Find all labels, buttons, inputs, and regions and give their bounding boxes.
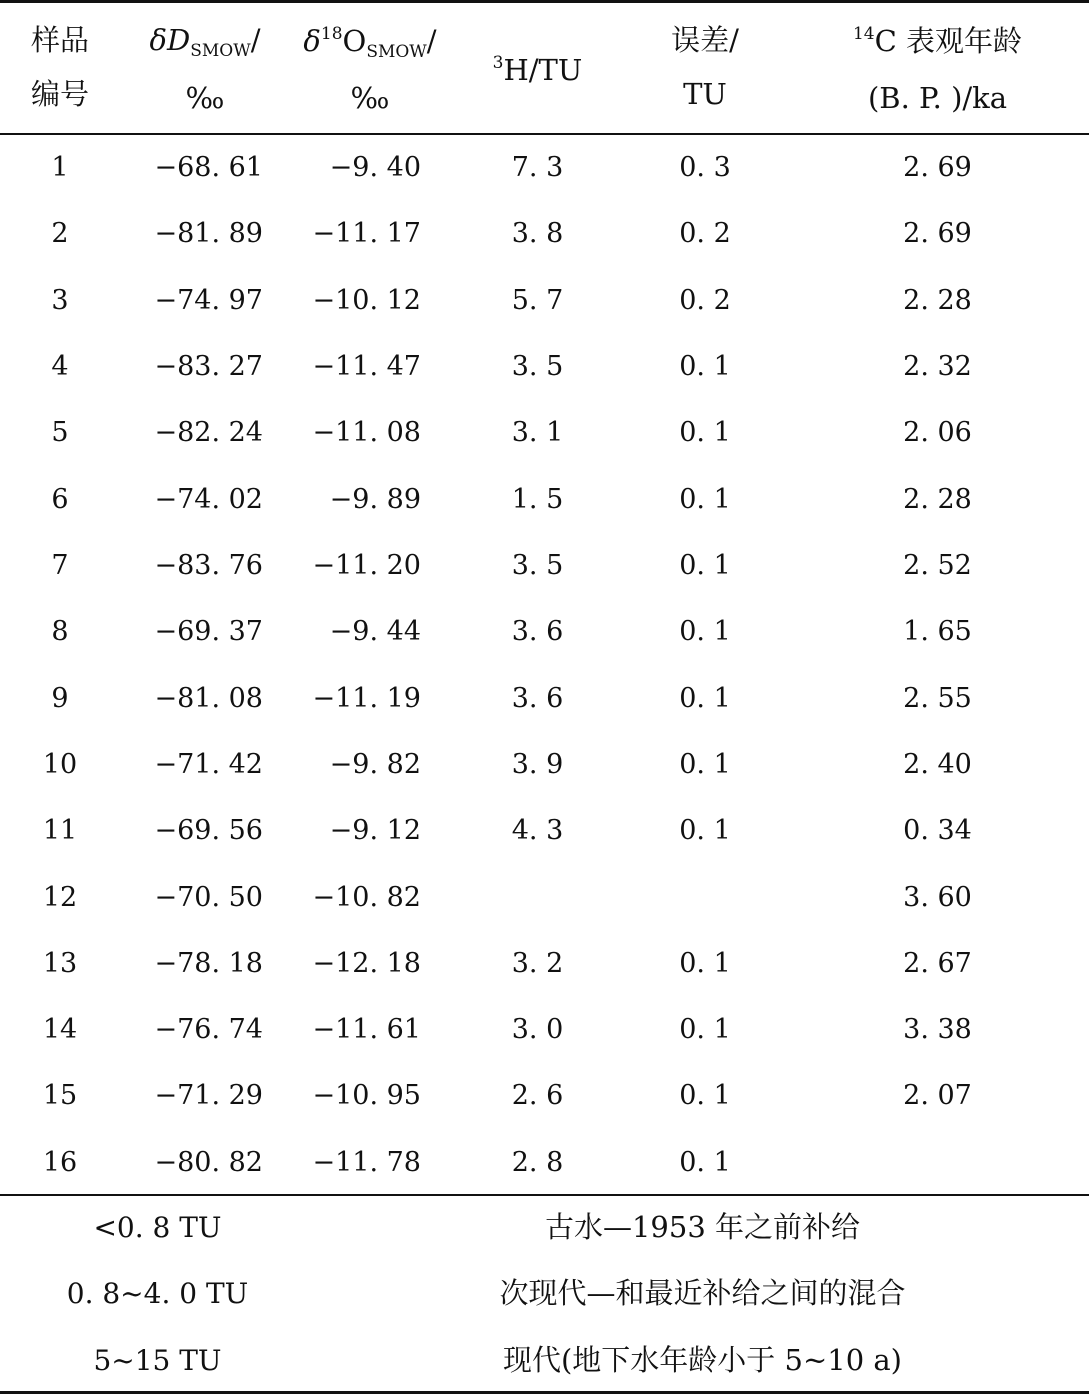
cell-c14-age: 2. 52 — [903, 550, 972, 581]
cell-error: 0. 2 — [679, 218, 731, 249]
cell-delta-18o: −11. 17 — [312, 218, 421, 249]
cell-delta-18o: −10. 82 — [312, 882, 421, 913]
header-c14-superscript: 14 — [852, 24, 875, 44]
cell-delta-18o: −9. 40 — [329, 152, 421, 183]
header-tritium — [460, 55, 615, 85]
cell-tritium: 1. 5 — [511, 484, 564, 515]
cell-delta-d: −69. 56 — [154, 815, 263, 846]
cell-sample-id: 7 — [51, 550, 69, 581]
cell-delta-18o: −11. 47 — [312, 351, 421, 382]
cell-tritium: 3. 8 — [511, 218, 564, 249]
cell-error: 0. 1 — [679, 1147, 731, 1178]
cell-sample-id: 13 — [42, 948, 78, 979]
header-c14-label: C 表观年龄 — [874, 24, 1023, 58]
header-delta-d-symbol: δD — [149, 23, 191, 57]
cell-delta-d: −71. 42 — [154, 749, 263, 780]
cell-sample-id: 10 — [42, 749, 78, 780]
legend-meaning: 现代(地下水年龄小于 5~10 a) — [502, 1343, 902, 1377]
header-delta-18o-superscript: 18 — [320, 24, 343, 44]
cell-delta-d: −80. 82 — [154, 1147, 263, 1178]
cell-tritium: 2. 6 — [511, 1080, 564, 1111]
cell-sample-id: 11 — [42, 815, 78, 846]
cell-delta-18o: −11. 61 — [312, 1014, 421, 1045]
header-delta-18o — [285, 26, 455, 61]
header-delta-d-unit: ‰ — [185, 81, 225, 115]
cell-delta-18o: −11. 78 — [312, 1147, 421, 1178]
header-error-line1: 误差/ — [671, 23, 739, 57]
cell-delta-d: −74. 97 — [154, 285, 263, 316]
header-delta-d — [130, 23, 280, 61]
cell-sample-id: 4 — [51, 351, 69, 382]
cell-delta-d: −71. 29 — [154, 1080, 263, 1111]
cell-error: 0. 1 — [679, 749, 731, 780]
cell-delta-d: −69. 37 — [154, 616, 263, 647]
cell-c14-age: 2. 06 — [903, 417, 972, 448]
cell-sample-id: 8 — [51, 616, 69, 647]
cell-c14-age: 2. 69 — [903, 218, 972, 249]
cell-tritium: 2. 8 — [511, 1147, 564, 1178]
cell-delta-d: −74. 02 — [154, 484, 263, 515]
cell-tritium: 3. 6 — [511, 616, 564, 647]
cell-delta-18o: −9. 82 — [329, 749, 421, 780]
cell-delta-d: −83. 27 — [154, 351, 263, 382]
cell-c14-age: 0. 34 — [903, 815, 972, 846]
cell-delta-d: −81. 89 — [154, 218, 263, 249]
cell-sample-id: 14 — [42, 1014, 78, 1045]
cell-c14-age: 2. 28 — [903, 285, 972, 316]
cell-error: 0. 1 — [679, 417, 731, 448]
header-tritium-superscript: 3 — [492, 53, 504, 73]
cell-sample-id: 9 — [51, 683, 69, 714]
cell-tritium: 4. 3 — [511, 815, 564, 846]
cell-delta-d: −82. 24 — [154, 417, 263, 448]
header-delta-d-subscript: SMOW — [190, 41, 251, 61]
header-delta-18o-slash: / — [426, 24, 437, 58]
header-sample-id-line1: 样品 — [30, 23, 89, 57]
cell-delta-18o: −12. 18 — [312, 948, 421, 979]
cell-delta-18o: −11. 08 — [312, 417, 421, 448]
cell-sample-id: 3 — [51, 285, 69, 316]
cell-tritium: 3. 9 — [511, 749, 564, 780]
cell-tritium: 3. 6 — [511, 683, 564, 714]
cell-delta-18o: −9. 89 — [329, 484, 421, 515]
cell-tritium: 3. 1 — [511, 417, 564, 448]
cell-error: 0. 1 — [679, 351, 731, 382]
cell-sample-id: 2 — [51, 218, 69, 249]
cell-tritium: 3. 2 — [511, 948, 564, 979]
cell-delta-d: −76. 74 — [154, 1014, 263, 1045]
cell-tritium: 5. 7 — [511, 285, 564, 316]
legend-rule — [0, 1194, 1089, 1196]
cell-c14-age: 2. 07 — [903, 1080, 972, 1111]
cell-tritium: 3. 5 — [511, 550, 564, 581]
cell-sample-id: 6 — [51, 484, 69, 515]
header-delta-18o-unit: ‰ — [350, 81, 390, 115]
cell-c14-age: 2. 28 — [903, 484, 972, 515]
header-delta-18o-subscript: SMOW — [366, 42, 427, 62]
cell-tritium: 3. 5 — [511, 351, 564, 382]
cell-delta-d: −81. 08 — [154, 683, 263, 714]
header-delta-18o-letter: O — [342, 24, 367, 58]
legend-range: 0. 8~4. 0 TU — [66, 1277, 249, 1310]
table-top-rule — [0, 0, 1089, 3]
cell-sample-id: 1 — [51, 152, 69, 183]
cell-error: 0. 1 — [679, 948, 731, 979]
cell-error: 0. 2 — [679, 285, 731, 316]
legend-range: <0. 8 TU — [93, 1211, 222, 1244]
cell-sample-id: 5 — [51, 417, 69, 448]
cell-delta-d: −68. 61 — [154, 152, 263, 183]
cell-delta-18o: −10. 95 — [312, 1080, 421, 1111]
header-tritium-label: H/TU — [503, 53, 583, 87]
cell-delta-d: −70. 50 — [154, 882, 263, 913]
cell-delta-18o: −9. 44 — [329, 616, 421, 647]
legend-range: 5~15 TU — [93, 1344, 222, 1377]
cell-delta-18o: −9. 12 — [329, 815, 421, 846]
cell-sample-id: 16 — [42, 1147, 78, 1178]
header-delta-18o-symbol: δ — [303, 24, 321, 58]
cell-c14-age: 2. 32 — [903, 351, 972, 382]
cell-c14-age: 3. 38 — [903, 1014, 972, 1045]
cell-delta-18o: −11. 19 — [312, 683, 421, 714]
cell-error: 0. 1 — [679, 815, 731, 846]
cell-c14-age: 2. 55 — [903, 683, 972, 714]
header-c14-age-line1 — [820, 26, 1055, 56]
cell-sample-id: 15 — [42, 1080, 78, 1111]
legend-meaning: 古水—1953 年之前补给 — [544, 1210, 861, 1244]
cell-c14-age: 2. 40 — [903, 749, 972, 780]
cell-error: 0. 1 — [679, 1014, 731, 1045]
cell-sample-id: 12 — [42, 882, 78, 913]
cell-error: 0. 1 — [679, 683, 731, 714]
cell-c14-age: 1. 65 — [903, 616, 972, 647]
cell-c14-age: 3. 60 — [903, 882, 972, 913]
cell-error: 0. 1 — [679, 484, 731, 515]
table-bottom-rule — [0, 1391, 1089, 1394]
cell-delta-18o: −10. 12 — [312, 285, 421, 316]
cell-c14-age: 2. 69 — [903, 152, 972, 183]
header-rule — [0, 133, 1089, 135]
header-error-line2: TU — [683, 77, 727, 111]
header-sample-id-line2: 编号 — [30, 77, 89, 111]
header-c14-age-line2: (B. P. )/ka — [867, 81, 1008, 115]
cell-tritium: 3. 0 — [511, 1014, 564, 1045]
header-delta-d-slash: / — [250, 23, 261, 57]
cell-c14-age: 2. 67 — [903, 948, 972, 979]
cell-delta-d: −83. 76 — [154, 550, 263, 581]
cell-error: 0. 1 — [679, 1080, 731, 1111]
cell-error: 0. 1 — [679, 550, 731, 581]
cell-tritium: 7. 3 — [511, 152, 564, 183]
legend-meaning: 次现代—和最近补给之间的混合 — [499, 1276, 906, 1310]
cell-delta-d: −78. 18 — [154, 948, 263, 979]
cell-delta-18o: −11. 20 — [312, 550, 421, 581]
cell-error: 0. 1 — [679, 616, 731, 647]
cell-error: 0. 3 — [679, 152, 731, 183]
